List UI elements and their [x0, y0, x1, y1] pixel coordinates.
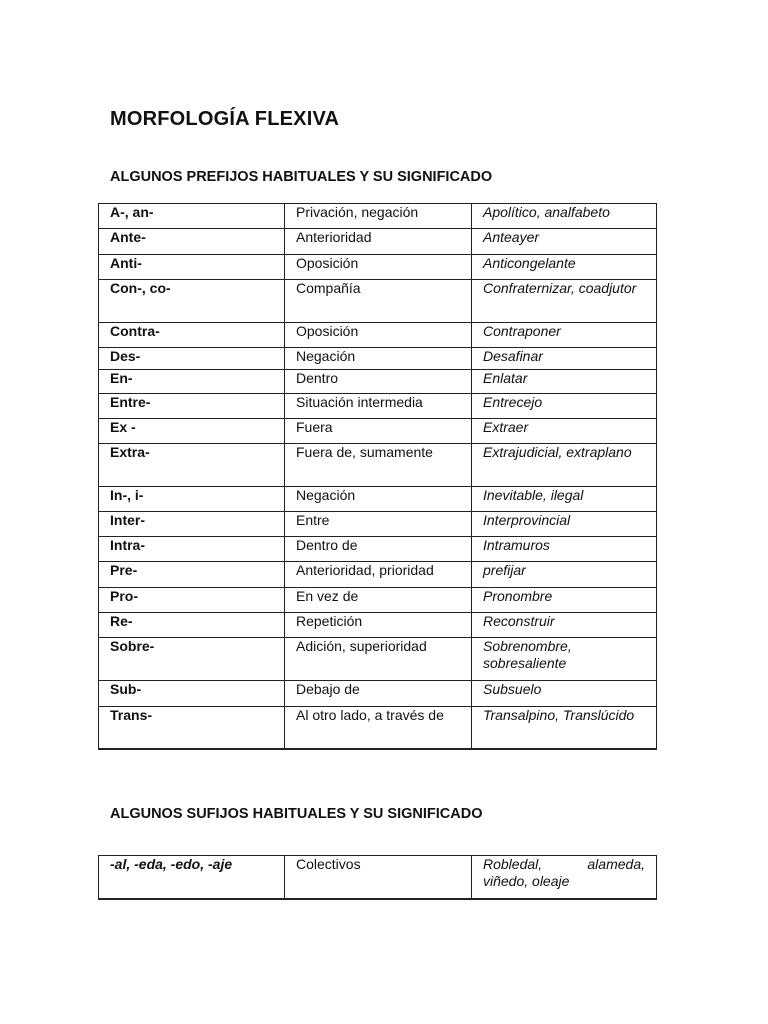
meaning-cell: Privación, negación	[285, 204, 472, 229]
meaning-cell: Colectivos	[285, 856, 472, 900]
table-row	[99, 512, 657, 537]
prefixes-heading: ALGUNOS PREFIJOS HABITUALES Y SU SIGNIFICADO	[110, 169, 493, 185]
table-row	[99, 394, 657, 419]
page-title: MORFOLOGÍA FLEXIVA	[110, 108, 340, 130]
meaning-cell: Debajo de	[285, 681, 472, 707]
examples-cell: Desafinar	[472, 348, 657, 370]
prefix-cell: Des-	[99, 348, 285, 370]
table-row	[99, 707, 657, 750]
examples-cell: Transalpino, Translúcido	[472, 707, 657, 750]
meaning-cell: En vez de	[285, 588, 472, 613]
prefix-cell: Sobre-	[99, 638, 285, 681]
examples-cell: Subsuelo	[472, 681, 657, 707]
suffix-cell: -al, -eda, -edo, -aje	[99, 856, 285, 900]
table-row	[99, 280, 657, 323]
prefix-cell: Intra-	[99, 537, 285, 562]
prefix-cell: En-	[99, 370, 285, 394]
prefix-cell: Pro-	[99, 588, 285, 613]
suffixes-table	[98, 855, 657, 900]
prefix-cell: Con-, co-	[99, 280, 285, 323]
prefix-cell: Anti-	[99, 255, 285, 280]
meaning-cell: Negación	[285, 348, 472, 370]
table-row	[99, 255, 657, 280]
prefix-cell: In-, i-	[99, 487, 285, 512]
table-row	[99, 681, 657, 707]
suffixes-heading: ALGUNOS SUFIJOS HABITUALES Y SU SIGNIFICADO	[110, 806, 483, 822]
examples-cell: Contraponer	[472, 323, 657, 348]
examples-cell: Robledal, alameda, viñedo, oleaje	[472, 856, 657, 900]
examples-cell: Interprovincial	[472, 512, 657, 537]
meaning-cell: Dentro de	[285, 537, 472, 562]
meaning-cell: Adición, superioridad	[285, 638, 472, 681]
examples-cell: prefijar	[472, 562, 657, 588]
table-row	[99, 348, 657, 370]
prefix-cell: Sub-	[99, 681, 285, 707]
prefix-cell: A-, an-	[99, 204, 285, 229]
prefix-cell: Pre-	[99, 562, 285, 588]
table-row	[99, 537, 657, 562]
examples-cell: Anticongelante	[472, 255, 657, 280]
examples-cell: Extrajudicial, extraplano	[472, 444, 657, 487]
examples-cell: Reconstruir	[472, 613, 657, 638]
prefix-cell: Re-	[99, 613, 285, 638]
table-row	[99, 444, 657, 487]
examples-cell: Intramuros	[472, 537, 657, 562]
prefix-cell: Ex -	[99, 419, 285, 444]
examples-cell: Extraer	[472, 419, 657, 444]
table-row	[99, 588, 657, 613]
meaning-cell: Repetición	[285, 613, 472, 638]
meaning-cell: Anterioridad, prioridad	[285, 562, 472, 588]
prefix-cell: Extra-	[99, 444, 285, 487]
meaning-cell: Anterioridad	[285, 229, 472, 255]
meaning-cell: Negación	[285, 487, 472, 512]
examples-cell: Confraternizar, coadjutor	[472, 280, 657, 323]
prefix-cell: Entre-	[99, 394, 285, 419]
meaning-cell: Al otro lado, a través de	[285, 707, 472, 750]
table-row	[99, 638, 657, 681]
examples-cell: Anteayer	[472, 229, 657, 255]
table-row	[99, 613, 657, 638]
table-row	[99, 487, 657, 512]
examples-cell: Sobrenombre, sobresaliente	[472, 638, 657, 681]
meaning-cell: Fuera de, sumamente	[285, 444, 472, 487]
prefix-cell: Inter-	[99, 512, 285, 537]
prefix-cell: Contra-	[99, 323, 285, 348]
prefix-cell: Trans-	[99, 707, 285, 750]
table-row	[99, 370, 657, 394]
meaning-cell: Dentro	[285, 370, 472, 394]
meaning-cell: Compañía	[285, 280, 472, 323]
meaning-cell: Oposición	[285, 323, 472, 348]
examples-cell: Inevitable, ilegal	[472, 487, 657, 512]
table-row	[99, 204, 657, 229]
table-row	[99, 856, 657, 900]
examples-cell: Entrecejo	[472, 394, 657, 419]
table-row	[99, 323, 657, 348]
table-row	[99, 562, 657, 588]
meaning-cell: Oposición	[285, 255, 472, 280]
meaning-cell: Entre	[285, 512, 472, 537]
table-row	[99, 229, 657, 255]
meaning-cell: Situación intermedia	[285, 394, 472, 419]
table-row	[99, 419, 657, 444]
prefix-cell: Ante-	[99, 229, 285, 255]
examples-cell: Pronombre	[472, 588, 657, 613]
prefixes-table	[98, 203, 657, 750]
meaning-cell: Fuera	[285, 419, 472, 444]
examples-cell: Apolítico, analfabeto	[472, 204, 657, 229]
examples-cell: Enlatar	[472, 370, 657, 394]
